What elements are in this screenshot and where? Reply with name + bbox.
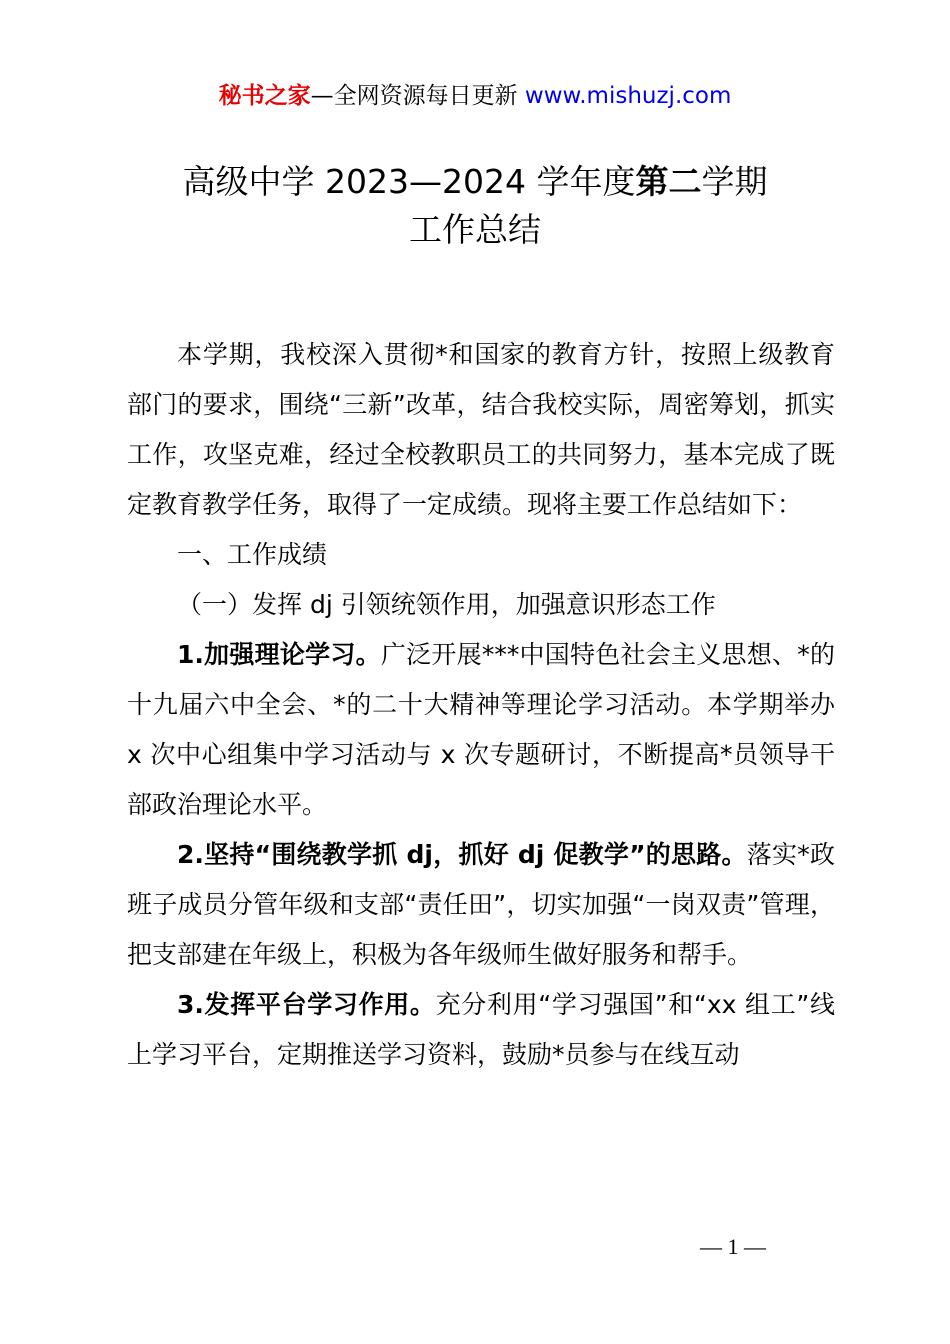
document-subtitle: 工作总结 <box>409 210 541 249</box>
item-1-text: 广泛开展***中国特色社会主义思想、*的十九届六中全会、*的二十大精神等理论学习活动。本学期举办 x 次中心组集中学习活动与 x 次专题研讨，不断提高*员领导干部政治理论水平。 <box>127 640 835 819</box>
section-heading: 一、工作成绩 <box>177 540 328 569</box>
intro-paragraph: 本学期，我校深入贯彻*和国家的教育方针，按照上级教育部门的要求，围绕“三新”改革，结合我校实际，周密筹划，抓实工作，攻坚克难，经过全校教职员工的共同努力，基本完成了既定教育教学任务，取得了一定成绩。现将主要工作总结如下： <box>127 340 835 519</box>
item-1-lead: 1.加强理论学习。 <box>177 640 381 669</box>
site-url[interactable]: www.mishuzj.com <box>524 83 732 109</box>
item-3-text: 充分利用“学习强国”和“xx 组工”线上学习平台，定期推送学习资料，鼓励*员参与在线互动 <box>127 990 835 1069</box>
site-banner <box>0 80 950 112</box>
item-2-lead: 2.坚持“围绕教学抓 dj，抓好 dj 促教学”的思路。 <box>177 840 747 869</box>
item-2-text: 落实*政班子成员分管年级和支部“责任田”，切实加强“一岗双责”管理，把支部建在年级上，积极为各年级师生做好服务和帮手。 <box>127 840 835 969</box>
banner-slogan: —全网资源每日更新 <box>310 83 525 109</box>
item-3-paragraph <box>127 980 835 1080</box>
item-3-lead: 3.发挥平台学习作用。 <box>177 990 436 1019</box>
page-number: — 1 — <box>700 1234 766 1259</box>
item-2-paragraph <box>127 830 835 980</box>
item-1-paragraph <box>127 630 835 830</box>
title-bold-part: 第二 <box>635 162 702 201</box>
document-title <box>0 160 950 204</box>
title-part-2: 学期 <box>701 162 768 201</box>
brand-name: 秘书之家 <box>218 83 311 109</box>
document-body <box>127 330 835 1080</box>
subsection-heading: （一）发挥 dj 引领统领作用，加强意识形态工作 <box>177 590 716 619</box>
title-part-1: 高级中学 2023—2024 学年度 <box>182 162 636 201</box>
